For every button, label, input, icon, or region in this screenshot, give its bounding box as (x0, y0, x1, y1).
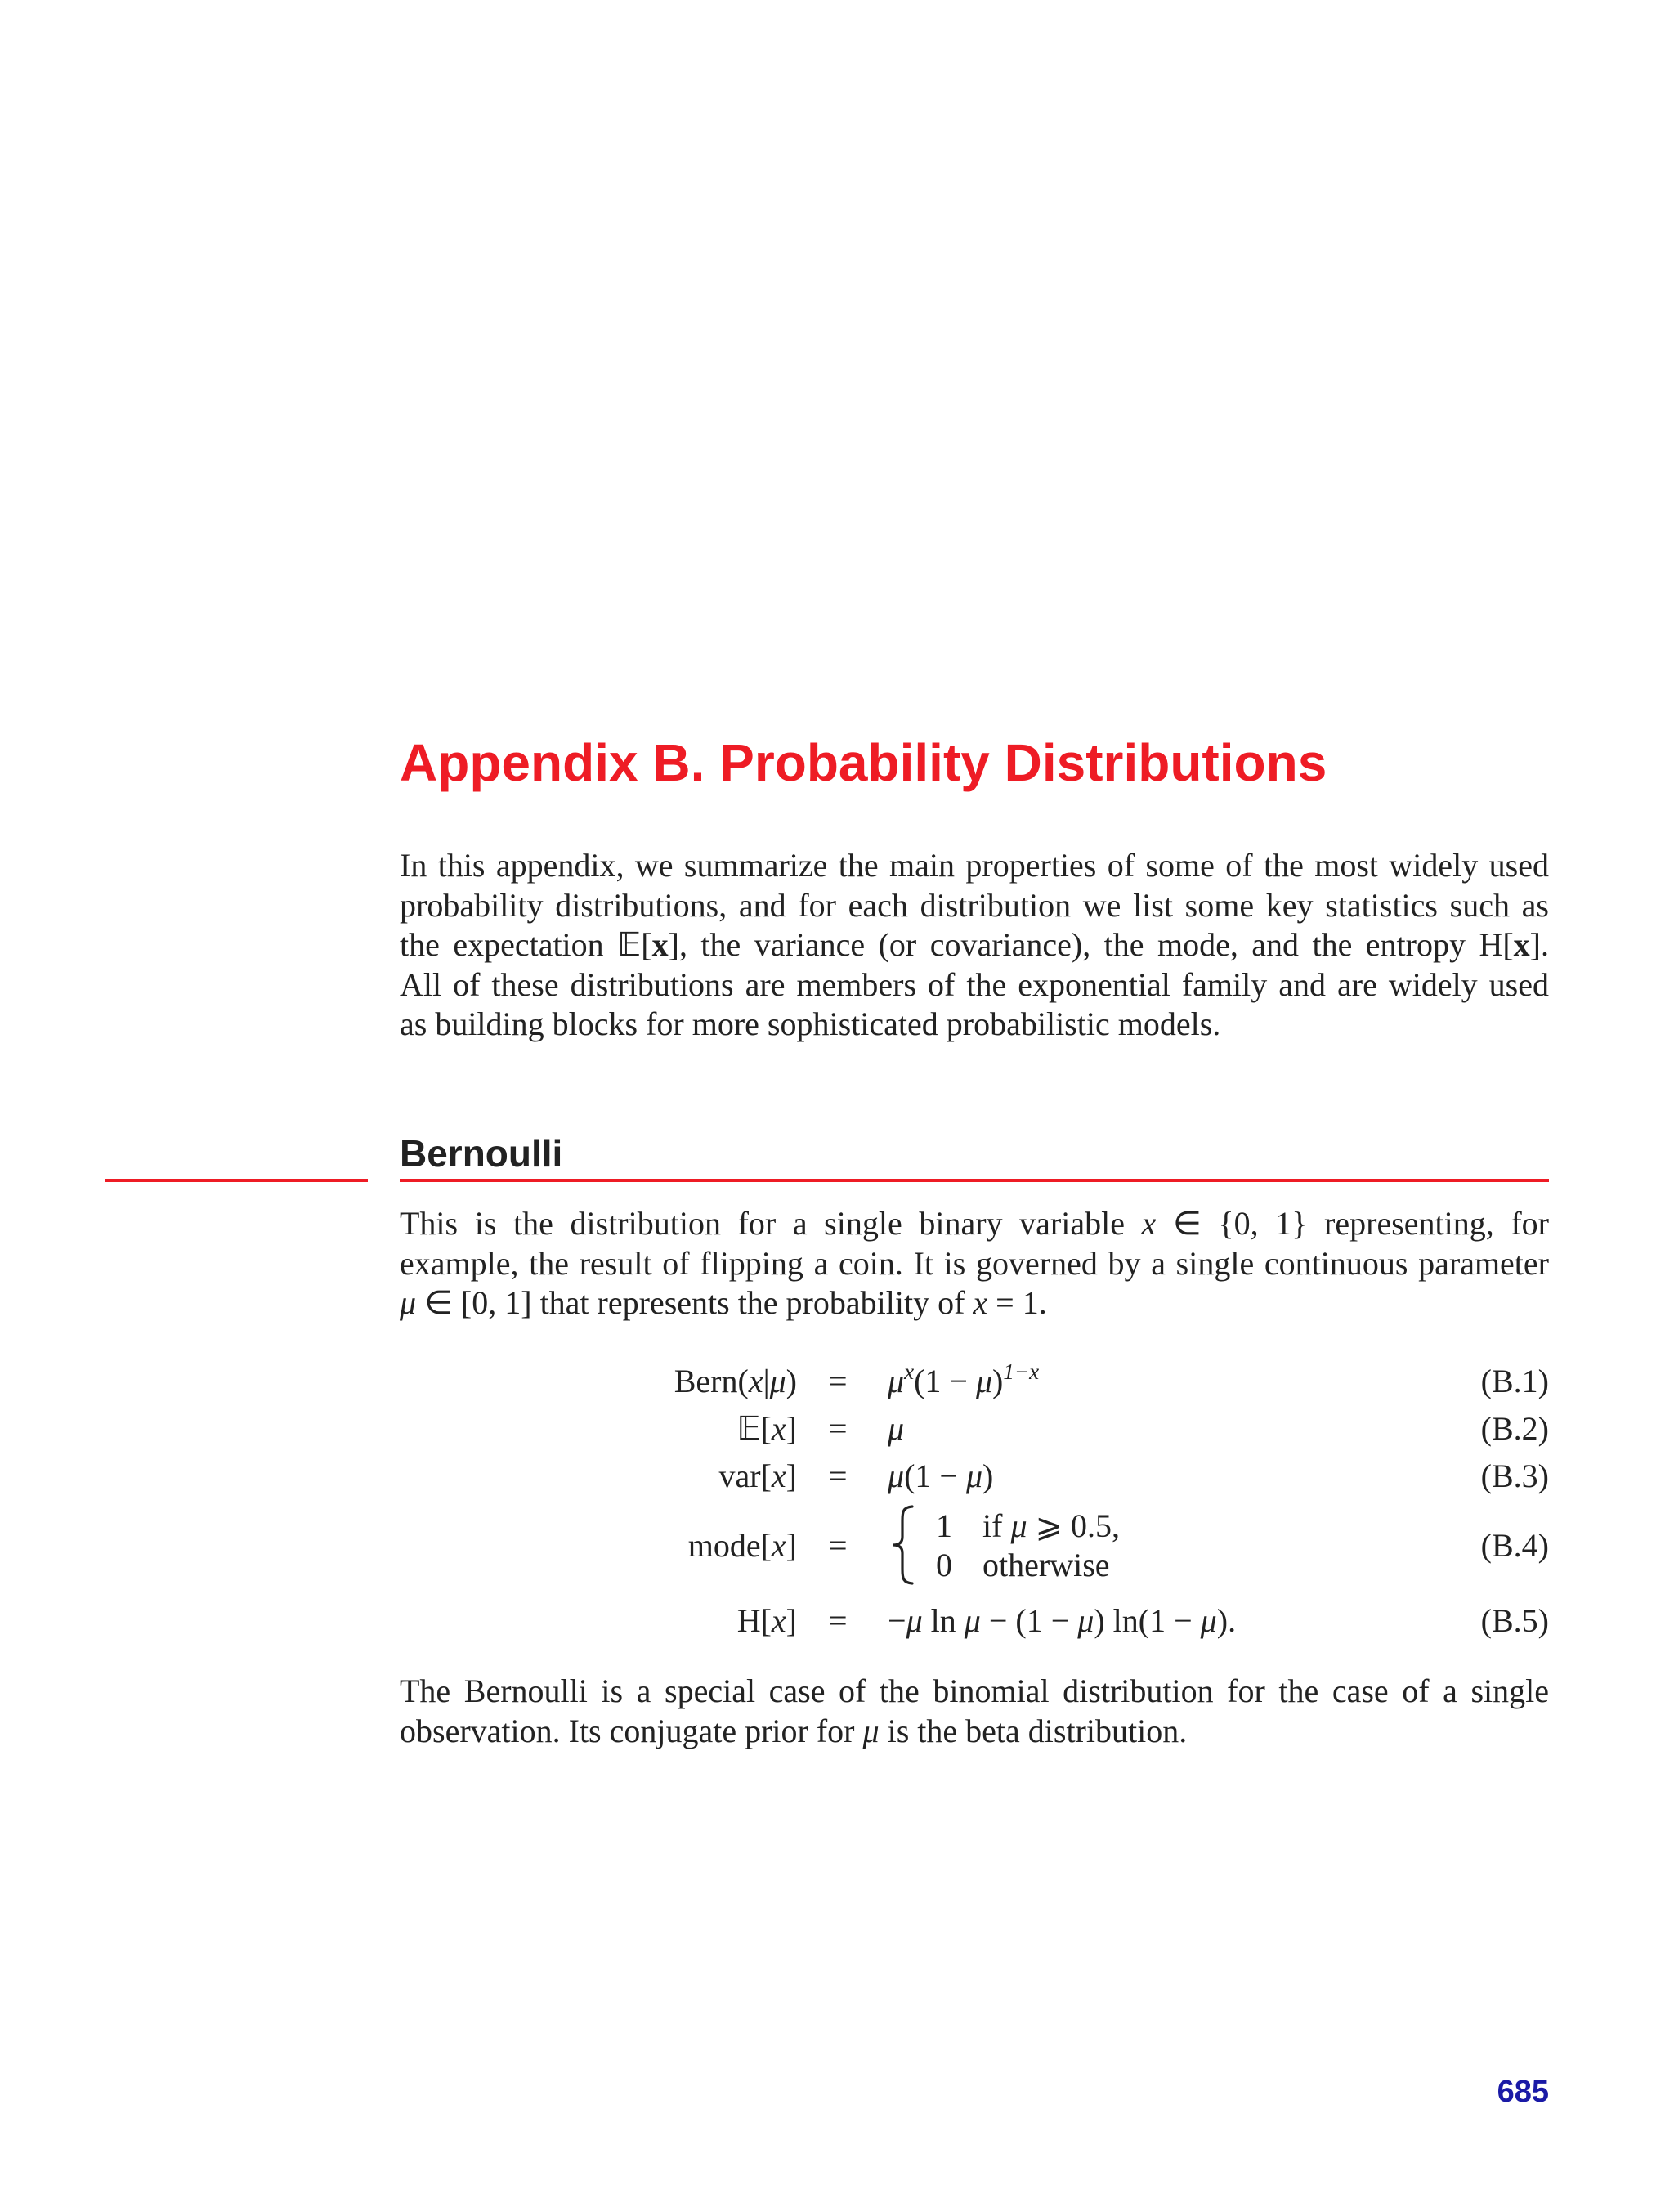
math-paren: ) (786, 1363, 797, 1399)
expectation-symbol: 𝔼[ (617, 926, 652, 964)
equation-b1-rhs (888, 1359, 1040, 1401)
math-bracket: ] (786, 1458, 797, 1494)
intro-line: probability distributions, and for each distribution we list some key statistics such as (400, 886, 1549, 924)
desc-line: example, the result of flipping a coin. It is governed by a single continuous parameter (400, 1244, 1549, 1282)
bold-vector-x: x (1513, 926, 1530, 964)
function-name: var[ (718, 1458, 772, 1494)
math-var: μ (975, 1363, 993, 1399)
note-line (400, 1712, 1549, 1752)
equation-b2-tag: (B.2) (1480, 1410, 1549, 1447)
entropy-symbol: H[ (1479, 926, 1514, 964)
math-bracket: ] (786, 1602, 797, 1639)
math-expr: ) ln(1 − (1094, 1602, 1201, 1639)
math-var: x (771, 1602, 786, 1639)
math-var: μ (1077, 1602, 1094, 1639)
equation-b1-lhs (674, 1362, 797, 1401)
math-superscript: x (904, 1359, 915, 1384)
intro-line: All of these distributions are members of the exponential family and are widely used (400, 965, 1549, 1003)
math-expr: (1 − (904, 1458, 966, 1494)
margin-rule (105, 1179, 368, 1182)
left-brace-icon (888, 1504, 920, 1586)
intro-line: In this appendix, we summarize the main properties of some of the most widely used (400, 847, 1549, 884)
case-2-value: 0 (936, 1547, 952, 1583)
math-var: μ (1010, 1507, 1027, 1544)
math-var: μ (400, 1284, 417, 1322)
intro-line (400, 925, 1549, 965)
chapter-title: Appendix B. Probability Distributions (400, 733, 1327, 792)
equation-b2-rhs (888, 1409, 904, 1449)
section-title: Bernoulli (400, 1132, 563, 1175)
desc-line (400, 1204, 1549, 1244)
function-name: Bern( (674, 1363, 749, 1399)
math-var: μ (1200, 1602, 1217, 1639)
math-var: μ (769, 1363, 786, 1399)
equation-b4-equals: = (829, 1527, 848, 1564)
desc-line (400, 1283, 1549, 1323)
equation-b2-lhs (736, 1409, 797, 1449)
equation-b3-rhs (888, 1457, 993, 1496)
math-expr: − (1 − (980, 1602, 1078, 1639)
function-name: H[ (736, 1602, 772, 1639)
math-var: x (771, 1458, 786, 1494)
math-op: − (888, 1602, 906, 1639)
math-var: μ (862, 1712, 880, 1749)
equation-b3-equals: = (829, 1458, 848, 1494)
math-superscript: 1−x (1003, 1359, 1040, 1384)
text-run: observation. Its conjugate prior for (400, 1712, 863, 1749)
case-1-condition (982, 1507, 1120, 1546)
equation-b5-tag: (B.5) (1480, 1602, 1549, 1639)
math-set: ∈ {0, 1} (1156, 1205, 1308, 1242)
equation-b1-tag: (B.1) (1480, 1363, 1549, 1399)
math-var: x (1141, 1205, 1157, 1242)
math-expr: ). (1216, 1602, 1237, 1639)
text-run: the expectation (400, 926, 618, 964)
equation-b4-tag: (B.4) (1480, 1527, 1549, 1564)
note-line: The Bernoulli is a special case of the binomial distribution for the case of a single (400, 1672, 1549, 1709)
math-bracket: ] (786, 1410, 797, 1447)
equation-b5-equals: = (829, 1602, 848, 1639)
intro-line: as building blocks for more sophisticated probabilistic models. (400, 1005, 1221, 1043)
math-var: x (771, 1410, 786, 1447)
bracket: ] (668, 926, 679, 964)
function-name: mode[ (687, 1527, 772, 1564)
math-var: μ (964, 1602, 981, 1639)
math-var: x (973, 1284, 988, 1322)
equation-b3-tag: (B.3) (1480, 1458, 1549, 1494)
text-run: if (982, 1507, 1011, 1544)
math-var: x (771, 1527, 786, 1564)
math-var: x (748, 1363, 763, 1399)
case-2-condition: otherwise (982, 1547, 1110, 1583)
math-fn: ln (922, 1602, 965, 1639)
math-paren: ) (992, 1363, 1004, 1399)
math-expr: ⩾ 0.5, (1027, 1507, 1121, 1544)
equation-b1-equals: = (829, 1363, 848, 1399)
equation-b5-rhs (888, 1601, 1236, 1641)
math-var: μ (888, 1410, 905, 1447)
text-run: This is the distribution for a single binary variable (400, 1205, 1142, 1242)
equation-b5-lhs (737, 1601, 797, 1641)
math-bracket: ] (786, 1527, 797, 1564)
bernoulli-description (400, 1204, 1549, 1323)
text-run: = 1. (987, 1284, 1047, 1322)
function-name: 𝔼[ (736, 1410, 772, 1447)
section-rule (400, 1179, 1549, 1182)
math-var: μ (888, 1458, 905, 1494)
text-run: ∈ [0, 1] that represents the probability of (416, 1284, 974, 1322)
bold-vector-x: x (651, 926, 669, 964)
page-number: 685 (1497, 2075, 1549, 2109)
math-var: μ (888, 1363, 905, 1399)
case-1-value: 1 (936, 1507, 952, 1544)
equation-b2-equals: = (829, 1410, 848, 1447)
math-var: μ (906, 1602, 923, 1639)
bracket: ]. (1529, 926, 1549, 964)
equation-b3-lhs (719, 1457, 798, 1496)
equation-b4-lhs (688, 1526, 797, 1565)
math-paren: ) (982, 1458, 994, 1494)
text-run: , the variance (or covariance), the mode, and the entropy (678, 926, 1479, 964)
math-bar: | (763, 1363, 770, 1399)
math-expr: (1 − (914, 1363, 976, 1399)
intro-paragraph (400, 846, 1549, 1045)
text-run: is the beta distribution. (879, 1712, 1188, 1749)
bernoulli-note (400, 1672, 1549, 1751)
text-run: representing, for (1307, 1205, 1549, 1242)
math-var: μ (965, 1458, 983, 1494)
